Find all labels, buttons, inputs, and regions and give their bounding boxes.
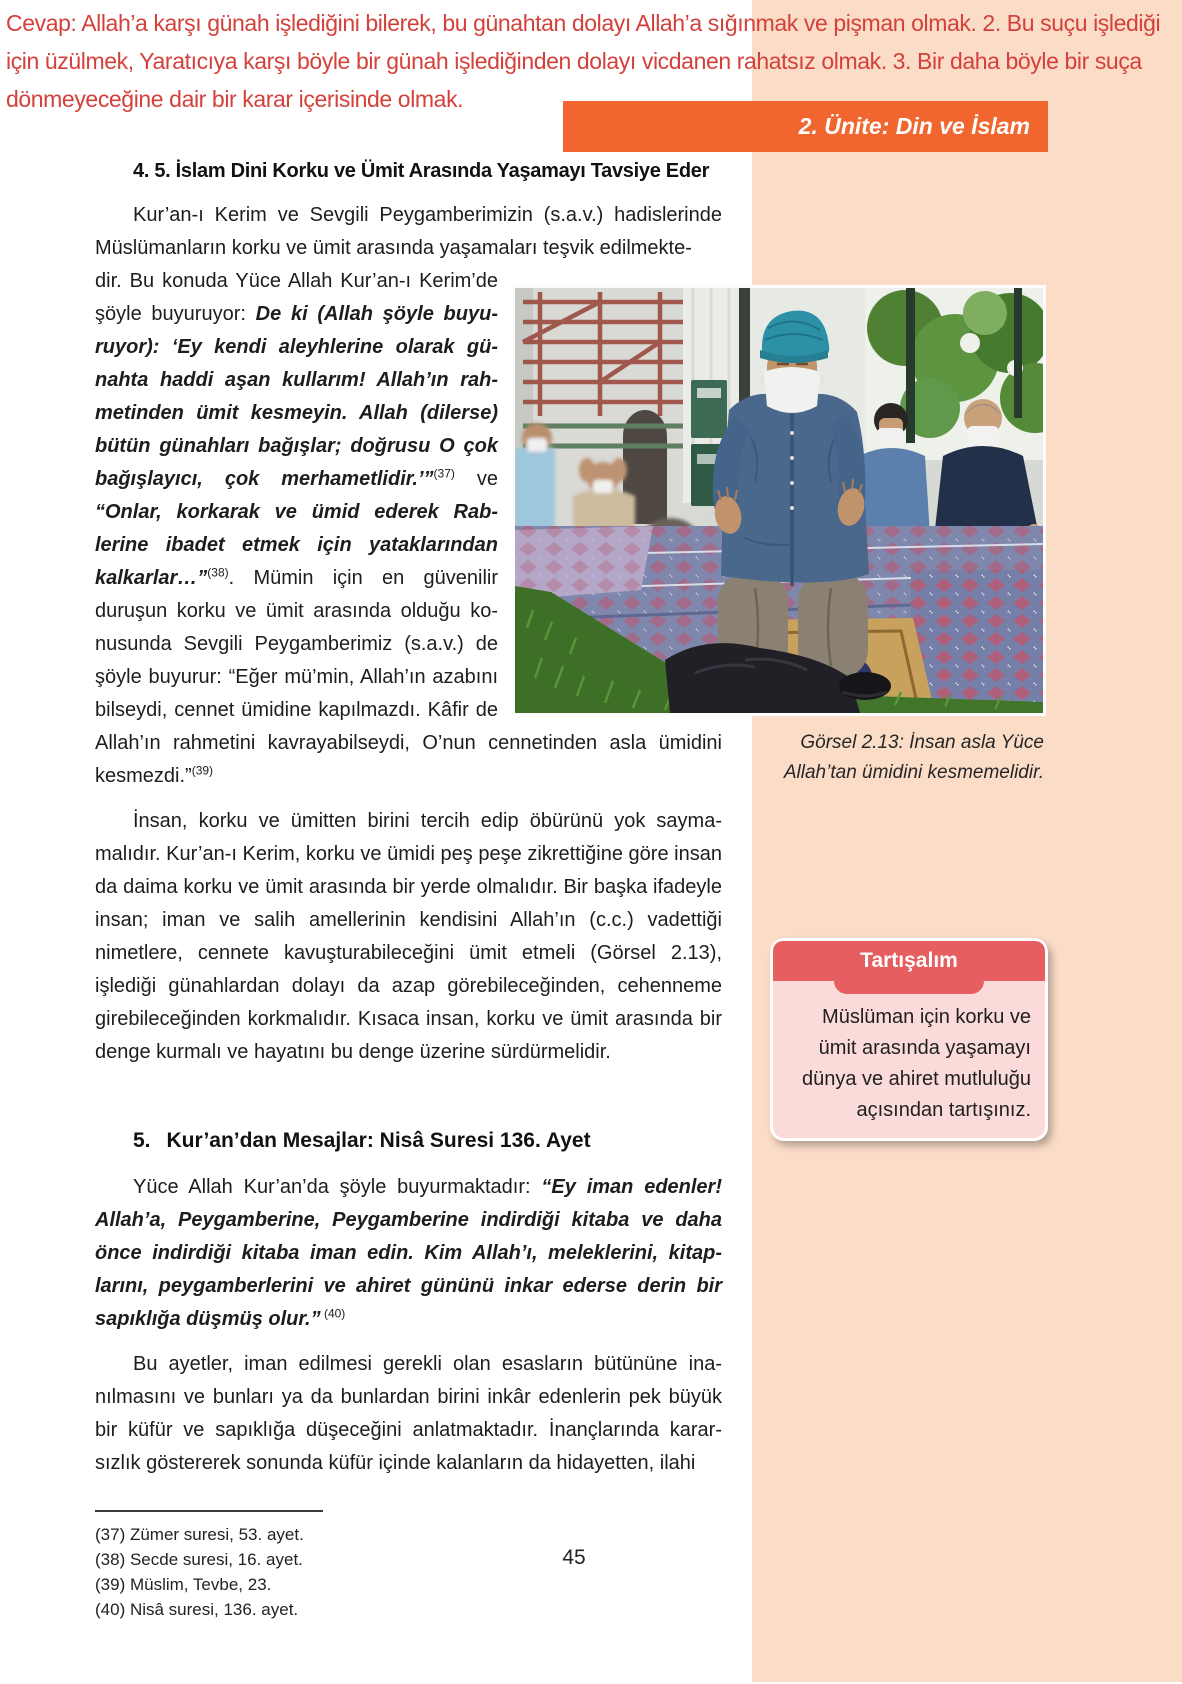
footnote-item: (37) Zümer suresi, 53. ayet. — [95, 1525, 304, 1544]
footnote-item: (40) Nisâ suresi, 136. ayet. — [95, 1600, 299, 1619]
footnote-list — [95, 1522, 722, 1622]
body-paragraph-3: İnsan, korku ve ümitten birini tercih edip öbürünü yok saymamalıdır. Kur’an-ı Kerim, korku ve ümidi peş peşe zikrettiğine göre insan da daima korku ve ümit arasında bir yerde olmalıdır. Bir başka ifadeyle insan; iman ve salih amellerinin kendisini Allah’ın (c.c.) vadettiği nimetlere, cennete kavuşturabileceğini ümit etmeli (Görsel 2.13), işlediği günahlardan dolayı da azap görebileceğinden, cehenneme girebileceğinden korkmalıdır. Kısaca insan, korku ve ümit arasında bir denge kurmalı ve hayatını bu denge üzerine sürdürmelidir. — [95, 810, 722, 1063]
sidebar-background — [752, 0, 1182, 1682]
discussion-box-notch — [834, 981, 984, 994]
footnote-item: (38) Secde suresi, 16. ayet. — [95, 1550, 303, 1569]
figure-caption: Görsel 2.13: İnsan asla Yüce Allah’tan ümidini kesmemelidir. — [783, 732, 1044, 783]
heading-label: Kur’an’dan Mesajlar: Nisâ Suresi 136. Ayet — [166, 1129, 591, 1152]
body-paragraph-4: Yüce Allah Kur’an’da şöyle buyurmaktadır: “Ey iman edenler! Allah’a, Peygamberine, Peygamberine indirdiği kitaba ve daha önce indirdiği kitaba iman edin. Kim Allah’ı, meleklerini, kitaplarını, peygamberlerini ve ahiret gününü inkar ederse derin bir sapıklığa düşmüş olur.” $^{(40)}$ — [95, 1176, 723, 1330]
answer-text: Cevap: Allah’a karşı günah işlediğini bilerek, bu günahtan dolayı Allah’a sığınmak ve pişman olmak. 2. Bu suçu işlediği için üzülmek, Yaratıcıya karşı böyle bir günah işlediğinden dolayı vicdanen rahatsız olmak. 3. Bir daha böyle bir suça dönmeyeceğine dair bir karar içerisinde olmak. — [6, 10, 1161, 112]
body-paragraph-1: Kur’an-ı Kerim ve Sevgili Peygamberimizin (s.a.v.) hadislerinde Müslümanların korku ve ümit arasında yaşamaları teşvik edilmekte- — [95, 204, 722, 259]
unit-title-badge: 2. Ünite: Din ve İslam — [563, 101, 1048, 152]
footnote-item: (39) Müslim, Tevbe, 23. — [95, 1575, 272, 1594]
body-paragraph-2: dir. Bu konuda Yüce Allah Kur’an-ı Kerim’de şöyle buyuruyor: De ki (Allah şöyle buyuruyor): ‘Ey kendi aleyhlerine olarak günahta haddi aşan kullarım! Allah’ın rahmetinden ümit kesmeyin. Allah (dilerse) bütün günahları bağışlar; doğrusu O çok bağışlayıcı, çok merhametlidir.’”$^{(37)}$ ve “Onlar, korkarak ve ümid ederek Rablerine ibadet etmek için yataklarından kalkarlar…”$^{(38)}$. Mümin için en güvenilir duruşun korku ve ümit arasında olduğu konusunda Sevgili Peygamberimiz (s.a.v.) de şöyle buyurur: “Eğer mü’min, Allah’ın azabını bilseydi, cennet ümidine kapılmazdı. Kâfir de Allah’ın rahmetini kavrayabilseydi, O’nun cennetinden asla ümidini kesmezdi.”$^{(39)}$ — [95, 270, 722, 787]
heading-number: 5. — [133, 1129, 151, 1152]
discussion-box-title: Tartışalım — [773, 941, 1045, 981]
section-heading-kurandan-mesajlar — [133, 1129, 722, 1153]
discussion-box — [770, 938, 1048, 1141]
figure-photo — [512, 285, 1046, 716]
section-heading-islam-korku-umit: 4. 5. İslam Dini Korku ve Ümit Arasında Yaşamayı Tavsiye Eder — [133, 160, 710, 182]
page-number: 45 — [562, 1546, 586, 1569]
body-paragraph-5: Bu ayetler, iman edilmesi gerekli olan esasların bütününe inanılmasını ve bunları ya da bunlardan birini inkâr edenlerin pek büyük bir küfür ve sapıklığa düşeceğini anlatmaktadır. İnançlarında kararsızlık göstererek sonunda küfür içinde kalanların da hidayetten, ilahi — [95, 1353, 722, 1474]
footnote-divider — [95, 1510, 323, 1512]
discussion-box-body: Müslüman için korku ve ümit arasında yaşamayı dünya ve ahiret mutluluğu açısından tartışınız. — [801, 1006, 1031, 1121]
